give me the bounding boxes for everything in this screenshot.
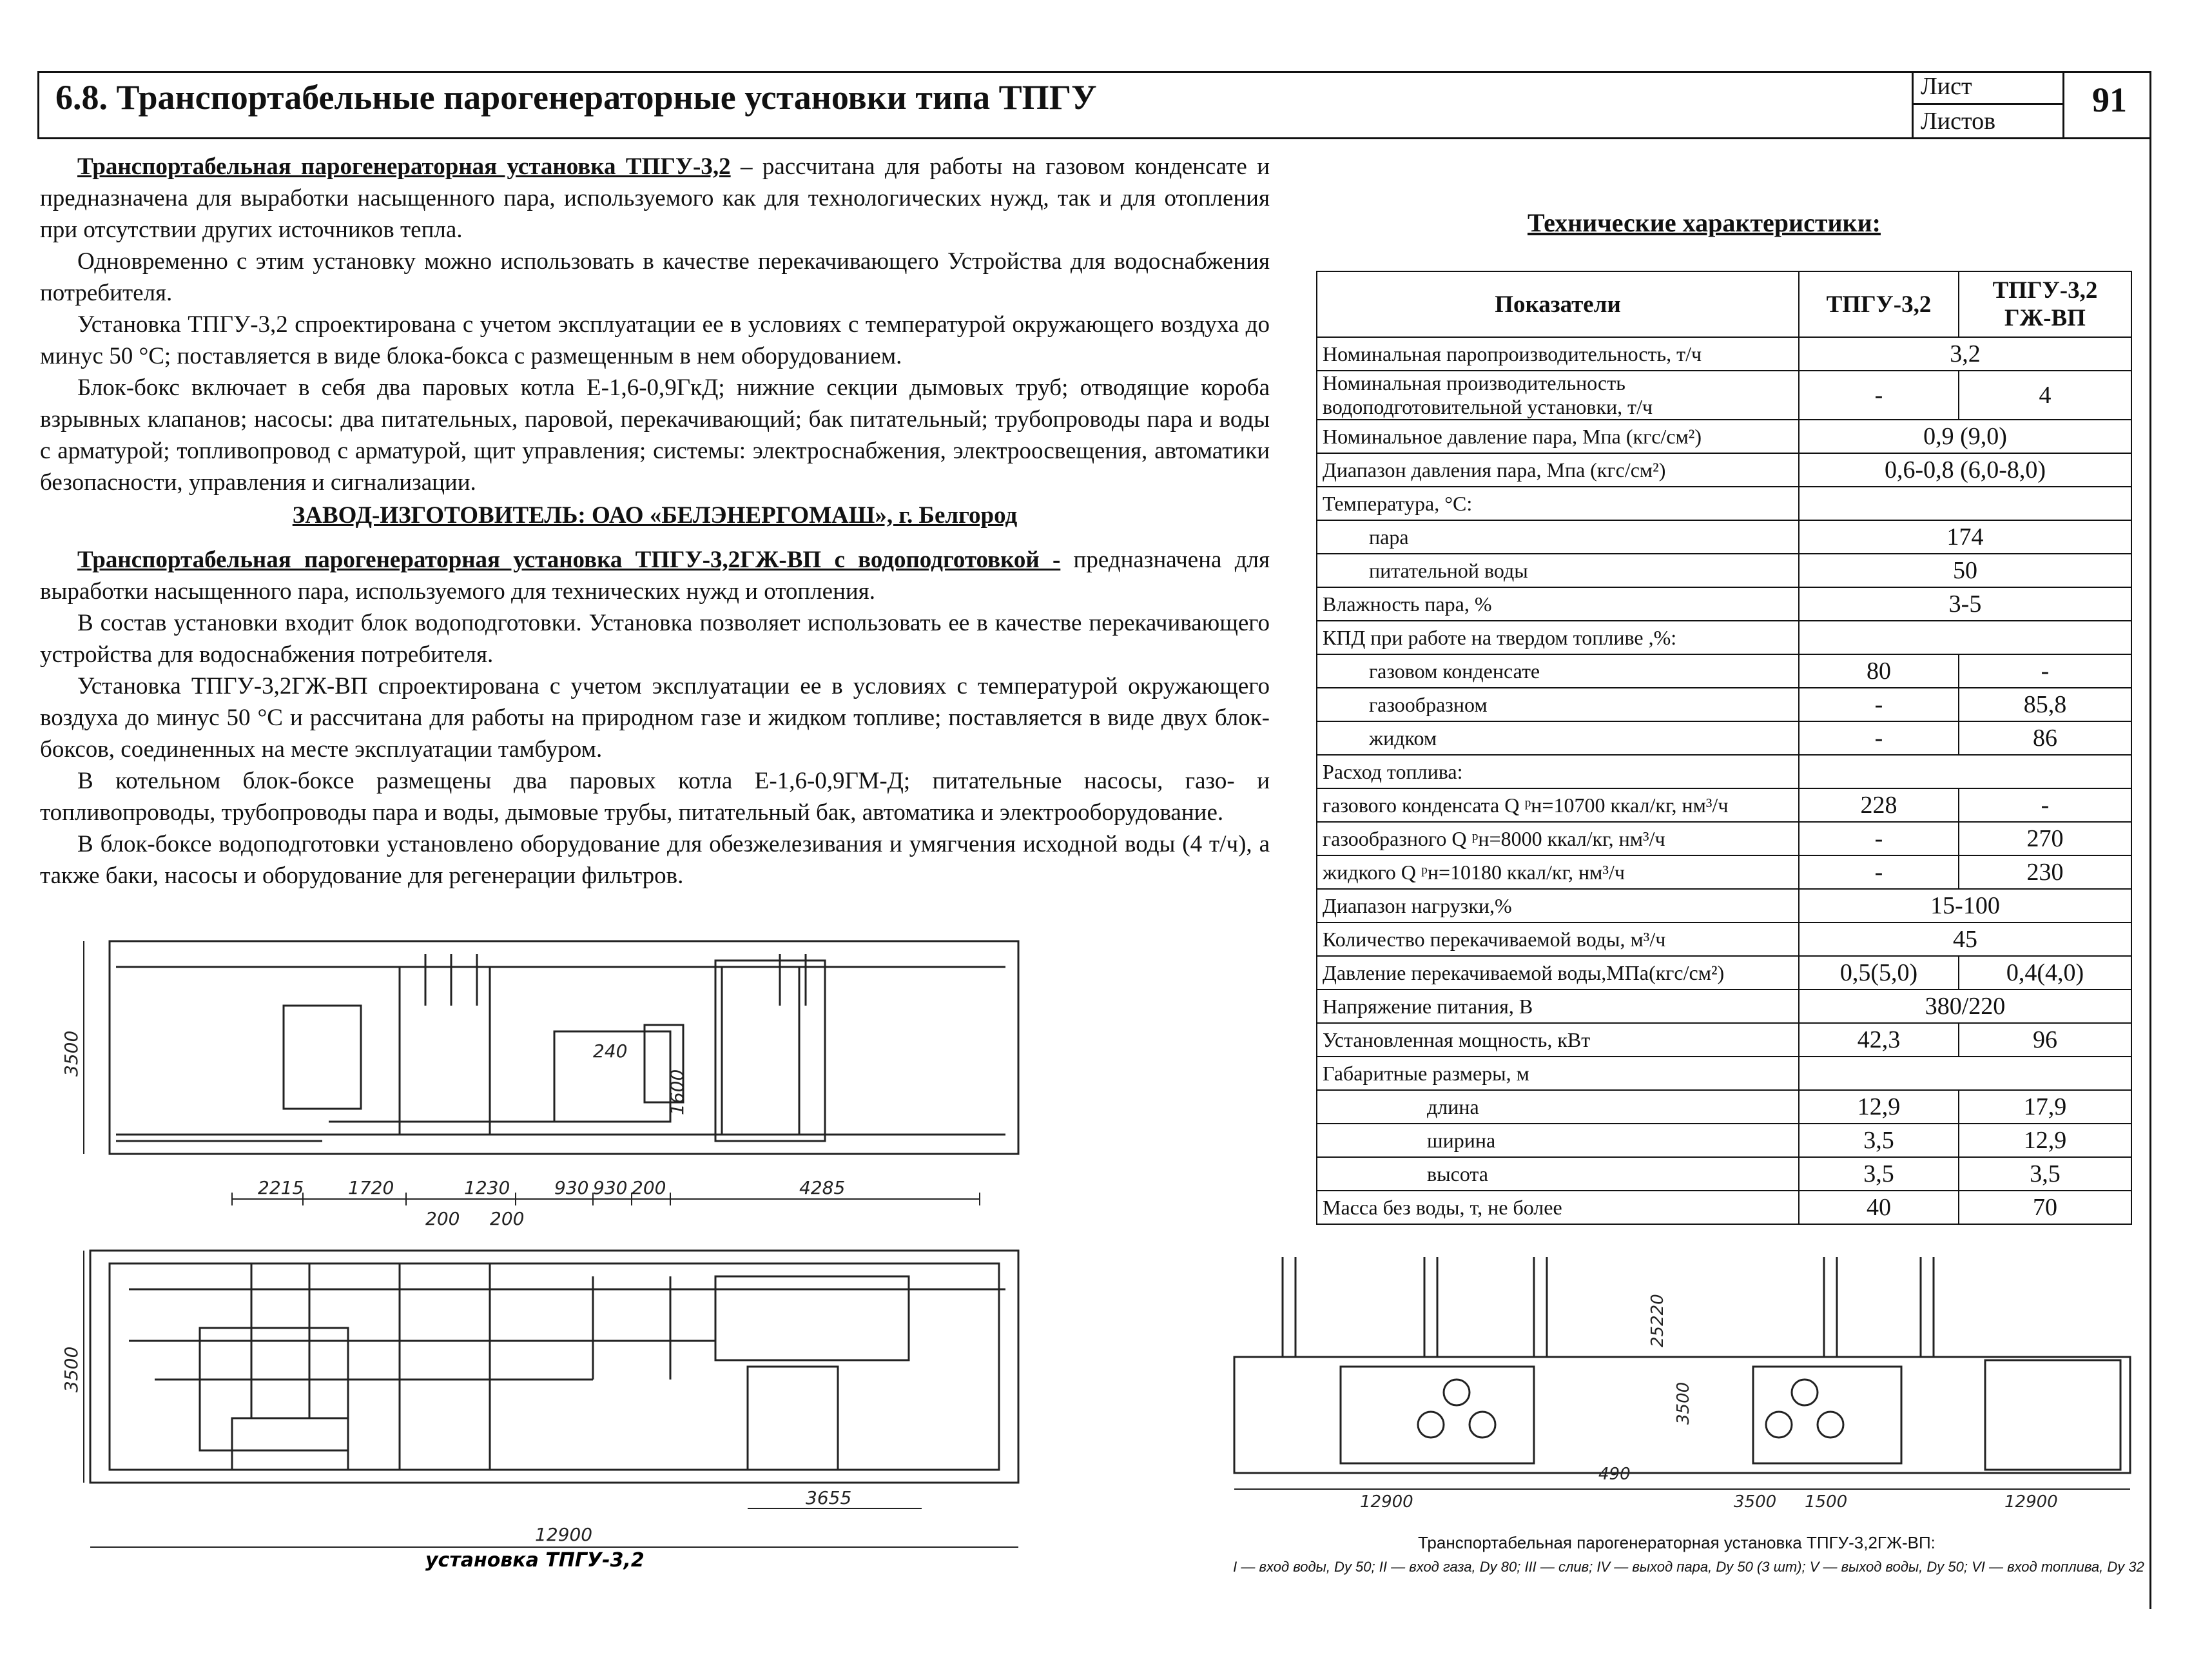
spec-value-b: 270 [1959,822,2131,855]
spec-param: высота [1317,1157,1799,1191]
dim-3500: 3500 [1674,1381,1693,1425]
spec-value-a: - [1799,721,1959,755]
spec-row [1317,1191,2131,1224]
dim-3500: 3500 [61,1346,82,1392]
spec-value-b: 96 [1959,1023,2131,1057]
spec-value-a: - [1799,822,1959,855]
paragraph-text: – рассчитана для работы на газовом конденсате и предназначена для выработки насыщенного пара, используемого как для технологических нужд, так и для отопления при отсутствии других источников тепла. [40,153,1270,243]
manufacturer-heading: ЗАВОД-ИЗГОТОВИТЕЛЬ: ОАО «БЕЛЭНЕРГОМАШ», г. Белгород [292,502,1018,529]
spec-value-b: 70 [1959,1191,2131,1224]
spec-row [1317,1157,2131,1191]
paragraph-text: предназначена для выработки насыщенного пара, используемого для технических нужд и отопления. [40,547,1270,605]
spec-row [1317,371,2131,420]
layout-drawing-tpgu-3-2gzh-vp [1225,1251,2153,1528]
spec-value: 45 [1799,922,2131,956]
spec-value-a: 42,3 [1799,1023,1959,1057]
dim-200: 200 [632,1177,666,1198]
spec-value-b: 85,8 [1959,688,2131,721]
dim-1500: 1500 [1805,1492,1848,1512]
dim-240: 240 [593,1040,628,1062]
spec-empty [1799,621,2131,654]
spec-row [1317,520,2131,554]
spec-param: Диапазон нагрузки,% [1317,889,1799,922]
spec-row [1317,587,2131,621]
spec-value-a: 228 [1799,788,1959,822]
spec-value-a: 80 [1799,654,1959,688]
spec-row [1317,755,2131,788]
spec-param: Температура, °С: [1317,487,1799,520]
spec-value-b: 0,4(4,0) [1959,956,2131,990]
spec-param: жидкого Q ᵖн=10180 ккал/кг, нм³/ч [1317,855,1799,889]
dim-1720: 1720 [348,1177,394,1198]
dim-200: 200 [425,1208,460,1229]
dim-1600: 1600 [666,1069,688,1115]
drawing-legend: I — вход воды, Dу 50; II — вход газа, Dу 80; III — слив; IV — выход пара, Dу 50 (3 шт); V — выход воды, Dу 50; VI — вход топлива, Dу 32 [1233,1559,2144,1575]
spec-value-b: - [1959,654,2131,688]
spec-param: Установленная мощность, кВт [1317,1023,1799,1057]
spec-empty [1799,1057,2131,1090]
spec-param: Напряжение питания, В [1317,990,1799,1023]
dim-3500: 3500 [61,1030,82,1077]
spec-row [1317,688,2131,721]
spec-row [1317,1057,2131,1090]
dim-3500: 3500 [1734,1492,1777,1512]
paragraph [40,544,1270,607]
dim-12900: 12900 [2004,1492,2058,1512]
spec-value: 3,2 [1799,337,2131,371]
spec-param: длина [1317,1090,1799,1124]
spec-param: газовом конденсате [1317,654,1799,688]
spec-row [1317,1124,2131,1157]
spec-param: пара [1317,520,1799,554]
paragraph: В котельном блок-боксе размещены два паровых котла Е-1,6-0,9ГМ-Д; питательные насосы, газо- и топливопроводы, трубопроводы пара и воды, дымовые трубы, питательный бак, автоматика и электрооборудование. [40,768,1270,826]
spec-value-a: 3,5 [1799,1157,1959,1191]
col-header-b: ТПГУ-3,2 ГЖ-ВП [1959,271,2131,337]
spec-title: Технические характеристики: [1528,208,1881,237]
paragraph: В состав установки входит блок водоподготовки. Установка позволяет использовать ее в качестве перекачивающего устройства для водоснабжения потребителя. [40,610,1270,668]
spec-param: Расход топлива: [1317,755,1799,788]
spec-param: питательной воды [1317,554,1799,587]
spec-row [1317,453,2131,487]
sheets-label: Листов [1921,108,1996,135]
dim-12900: 12900 [1360,1492,1413,1512]
spec-value: 15-100 [1799,889,2131,922]
spec-row [1317,990,2131,1023]
product-name: Транспортабельная парогенераторная установка ТПГУ-3,2ГЖ-ВП с водоподготовкой - [77,547,1061,573]
dim-12900: 12900 [535,1524,593,1545]
spec-value: 0,6-0,8 (6,0-8,0) [1799,453,2131,487]
spec-table [1316,271,2132,1225]
spec-value-b: 12,9 [1959,1124,2131,1157]
spec-row [1317,337,2131,371]
dim-25220: 25220 [1648,1294,1667,1347]
spec-value: 174 [1799,520,2131,554]
spec-row [1317,788,2131,822]
spec-value-a: 12,9 [1799,1090,1959,1124]
paragraph: Установка ТПГУ-3,2 спроектирована с учетом эксплуатации ее в условиях с температурой окружающего воздуха до минус 50 °С; поставляется в виде блока-бокса с размещенным в нем оборудованием. [40,311,1270,369]
dim-1230: 1230 [464,1177,510,1198]
spec-value-a: 0,5(5,0) [1799,956,1959,990]
dim-930: 930 [593,1177,628,1198]
spec-param: Количество перекачиваемой воды, м³/ч [1317,922,1799,956]
spec-row [1317,922,2131,956]
dim-490: 490 [1598,1465,1631,1484]
spec-value-a: 40 [1799,1191,1959,1224]
spec-row [1317,1023,2131,1057]
header-divider [2062,71,2064,139]
description-text [40,151,1270,892]
spec-param: Номинальная производительность водоподготовительной установки, т/ч [1317,371,1799,420]
header-divider [1912,71,1914,139]
col-header-param: Показатели [1317,271,1799,337]
spec-row [1317,889,2131,922]
spec-param: газообразного Q ᵖн=8000 ккал/кг, нм³/ч [1317,822,1799,855]
drawing-label: установка ТПГУ-3,2 [425,1549,645,1572]
spec-param: газового конденсата Q ᵖн=10700 ккал/кг, нм³/ч [1317,788,1799,822]
spec-row [1317,621,2131,654]
spec-value-a: - [1799,855,1959,889]
spec-row [1317,822,2131,855]
spec-row [1317,855,2131,889]
spec-value-a: 3,5 [1799,1124,1959,1157]
spec-value-b: 230 [1959,855,2131,889]
dim-2215: 2215 [258,1177,304,1198]
paragraph: Установка ТПГУ-3,2ГЖ-ВП спроектирована с учетом эксплуатации ее в условиях с температурой окружающего воздуха до минус 50 °С и рассчитана для работы на природном газе и жидком топливе; поставляется в виде двух блок-боксов, соединенных на месте эксплуатации тамбуром. [40,673,1270,763]
sheet-label: Лист [1921,73,1972,100]
spec-param: Влажность пара, % [1317,587,1799,621]
spec-param: ширина [1317,1124,1799,1157]
spec-param: жидком [1317,721,1799,755]
spec-empty [1799,755,2131,788]
paragraph [40,151,1270,246]
paragraph: В блок-боксе водоподготовки установлено оборудование для обезжелезивания и умягчения исходной воды (4 т/ч), а также баки, насосы и оборудование для регенерации фильтров. [40,831,1270,889]
spec-param: Габаритные размеры, м [1317,1057,1799,1090]
spec-row [1317,554,2131,587]
dim-3655: 3655 [806,1487,852,1508]
spec-value-b: 3,5 [1959,1157,2131,1191]
dim-200: 200 [490,1208,525,1229]
spec-param: газообразном [1317,688,1799,721]
spec-value-b: 4 [1959,371,2131,420]
product-name: Транспортабельная парогенераторная установка ТПГУ-3,2 [77,153,731,180]
paragraph: Блок-бокс включает в себя два паровых котла Е-1,6-0,9ГкД; нижние секции дымовых труб; отводящие короба взрывных клапанов; насосы: два питательных, паровой, перекачивающий; бак питательный; трубопроводы пара и воды с арматурой; топливопровод с арматурой, щит управления; системы: электроснабжения, электроосвещения, автоматики безопасности, управления и сигнализации. [40,375,1270,496]
spec-param: Номинальное давление пара, Мпа (кгс/см²) [1317,420,1799,453]
dim-930: 930 [554,1177,589,1198]
plan-outline [90,1251,1018,1483]
spec-value-b: 86 [1959,721,2131,755]
spec-value: 50 [1799,554,2131,587]
spec-value-b: 17,9 [1959,1090,2131,1124]
paragraph: Одновременно с этим установку можно использовать в качестве перекачивающего Устройства для водоснабжения потребителя. [40,248,1270,306]
spec-value: 380/220 [1799,990,2131,1023]
spec-row [1317,487,2131,520]
spec-param: Масса без воды, т, не более [1317,1191,1799,1224]
col-header-a: ТПГУ-3,2 [1799,271,1959,337]
spec-param: Диапазон давления пара, Мпа (кгс/см²) [1317,453,1799,487]
spec-row [1317,956,2131,990]
header-divider [1912,103,2062,105]
spec-param: Давление перекачиваемой воды,МПа(кгс/см²) [1317,956,1799,990]
spec-value: 0,9 (9,0) [1799,420,2131,453]
spec-value-a: - [1799,688,1959,721]
spec-value: 3-5 [1799,587,2131,621]
layout-drawing-tpgu-3-2 [39,928,1044,1573]
spec-row [1317,721,2131,755]
spec-row [1317,654,2131,688]
spec-empty [1799,487,2131,520]
page-title: 6.8. Транспортабельные парогенераторные установки типа ТПГУ [55,78,1097,117]
spec-param: КПД при работе на твердом топливе ,%: [1317,621,1799,654]
spec-param: Номинальная паропроизводительность, т/ч [1317,337,1799,371]
spec-value-a: - [1799,371,1959,420]
dim-4285: 4285 [799,1177,846,1198]
spec-row [1317,420,2131,453]
spec-value-b: - [1959,788,2131,822]
drawing-caption: Транспортабельная парогенераторная установка ТПГУ-3,2ГЖ-ВП: [1418,1533,1936,1552]
spec-row [1317,1090,2131,1124]
page-number: 91 [2092,81,2127,119]
